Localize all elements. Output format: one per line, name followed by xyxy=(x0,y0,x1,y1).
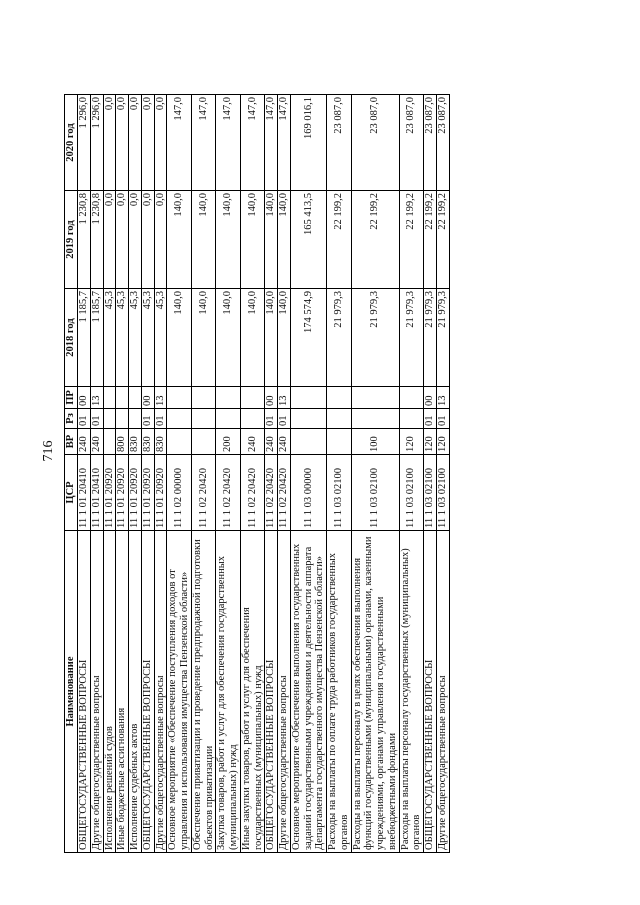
table-row xyxy=(141,95,154,853)
cell-2018: 45,3 xyxy=(129,289,142,387)
cell-2020: 0,0 xyxy=(116,95,129,191)
table-row xyxy=(290,95,326,853)
header-vr: ВР xyxy=(65,429,78,455)
cell-name: Иные закупки товаров, работ и услуг для обеспечения государственных (муниципальных) нужд xyxy=(240,531,265,853)
cell-pr xyxy=(103,387,116,409)
cell-pr xyxy=(216,387,241,409)
cell-pr xyxy=(167,387,192,409)
cell-pr: 13 xyxy=(278,387,291,409)
cell-name: Обеспечение приватизации и проведение предпродажной подготовки объектов приватизации xyxy=(191,531,216,853)
table-row xyxy=(399,95,424,853)
cell-vr xyxy=(167,429,192,455)
table-row xyxy=(167,95,192,853)
header-row xyxy=(65,95,78,853)
cell-2018: 174 574,9 xyxy=(290,289,326,387)
cell-2020: 147,0 xyxy=(167,95,192,191)
cell-2019: 1 230,8 xyxy=(90,191,103,289)
table-row xyxy=(436,95,449,853)
cell-2019: 22 199,2 xyxy=(327,191,352,289)
cell-rz: 01 xyxy=(424,409,437,429)
page-number: 716 xyxy=(41,440,56,462)
cell-name: Исполнение судебных актов xyxy=(129,531,142,853)
cell-csr: 11 1 01 20920 xyxy=(116,455,129,531)
table-row xyxy=(78,95,91,853)
cell-rz xyxy=(191,409,216,429)
cell-name: Исполнение решений судов xyxy=(103,531,116,853)
cell-2019: 140,0 xyxy=(240,191,265,289)
cell-vr xyxy=(290,429,326,455)
cell-2019: 140,0 xyxy=(278,191,291,289)
cell-csr: 11 1 03 02100 xyxy=(327,455,352,531)
table-row xyxy=(90,95,103,853)
cell-csr: 11 1 02 20420 xyxy=(240,455,265,531)
cell-vr: 200 xyxy=(216,429,241,455)
cell-rz xyxy=(240,409,265,429)
cell-2019: 22 199,2 xyxy=(424,191,437,289)
header-name: Наименование xyxy=(65,531,78,853)
cell-csr: 11 1 02 20420 xyxy=(216,455,241,531)
cell-rz: 01 xyxy=(265,409,278,429)
cell-rz: 01 xyxy=(278,409,291,429)
cell-name: Другие общегосударственные вопросы xyxy=(436,531,449,853)
cell-2020: 23 087,0 xyxy=(436,95,449,191)
cell-name: Расходы на выплаты по оплате труда работников государственных органов xyxy=(327,531,352,853)
table-row xyxy=(216,95,241,853)
table-rotation-frame xyxy=(64,95,584,853)
cell-2018: 45,3 xyxy=(116,289,129,387)
cell-csr: 11 1 03 00000 xyxy=(290,455,326,531)
cell-pr xyxy=(327,387,352,409)
cell-2018: 21 979,3 xyxy=(436,289,449,387)
header-pr: ПР xyxy=(65,387,78,409)
cell-2020: 169 016,1 xyxy=(290,95,326,191)
cell-2019: 22 199,2 xyxy=(436,191,449,289)
cell-rz xyxy=(399,409,424,429)
cell-csr: 11 1 01 20410 xyxy=(78,455,91,531)
cell-pr: 13 xyxy=(154,387,167,409)
cell-pr: 13 xyxy=(436,387,449,409)
cell-2019: 140,0 xyxy=(216,191,241,289)
cell-2020: 147,0 xyxy=(278,95,291,191)
cell-2018: 1 185,7 xyxy=(90,289,103,387)
cell-vr: 240 xyxy=(90,429,103,455)
cell-name: Расходы на выплаты персоналу государственных (муниципальных) органов xyxy=(399,531,424,853)
cell-rz xyxy=(351,409,399,429)
cell-csr: 11 1 01 20920 xyxy=(141,455,154,531)
cell-name: ОБЩЕГОСУДАРСТВЕННЫЕ ВОПРОСЫ xyxy=(141,531,154,853)
cell-2020: 0,0 xyxy=(129,95,142,191)
cell-csr: 11 1 02 20420 xyxy=(278,455,291,531)
cell-name: ОБЩЕГОСУДАРСТВЕННЫЕ ВОПРОСЫ xyxy=(265,531,278,853)
cell-rz: 01 xyxy=(90,409,103,429)
cell-rz xyxy=(327,409,352,429)
cell-2020: 147,0 xyxy=(191,95,216,191)
cell-2018: 140,0 xyxy=(278,289,291,387)
cell-2019: 165 413,5 xyxy=(290,191,326,289)
cell-2020: 23 087,0 xyxy=(327,95,352,191)
cell-rz: 01 xyxy=(436,409,449,429)
cell-vr xyxy=(103,429,116,455)
table-row xyxy=(129,95,142,853)
cell-name: Расходы на выплаты персоналу в целях обеспечения выполнения функций государственными (муниципальными) органами, казенными учреждениями, органами управления государственными внебюджетными фондами xyxy=(351,531,399,853)
table-row xyxy=(265,95,278,853)
cell-2019: 22 199,2 xyxy=(351,191,399,289)
budget-table xyxy=(64,94,450,853)
cell-csr: 11 1 01 20410 xyxy=(90,455,103,531)
cell-name: ОБЩЕГОСУДАРСТВЕННЫЕ ВОПРОСЫ xyxy=(78,531,91,853)
cell-vr: 240 xyxy=(78,429,91,455)
cell-csr: 11 1 03 02100 xyxy=(436,455,449,531)
cell-csr: 11 1 03 02100 xyxy=(424,455,437,531)
cell-name: Основное мероприятие «Обеспечение поступления доходов от управления и использования имущества Пензенской области» xyxy=(167,531,192,853)
cell-2019: 0,0 xyxy=(141,191,154,289)
cell-2018: 21 979,3 xyxy=(424,289,437,387)
cell-rz xyxy=(290,409,326,429)
header-2019: 2019 год xyxy=(65,191,78,289)
table-row xyxy=(327,95,352,853)
cell-csr: 11 1 01 20920 xyxy=(154,455,167,531)
cell-vr: 120 xyxy=(399,429,424,455)
cell-pr xyxy=(191,387,216,409)
cell-pr: 00 xyxy=(141,387,154,409)
cell-2019: 140,0 xyxy=(265,191,278,289)
cell-2018: 140,0 xyxy=(191,289,216,387)
cell-2018: 45,3 xyxy=(103,289,116,387)
cell-2020: 23 087,0 xyxy=(399,95,424,191)
table-row xyxy=(116,95,129,853)
cell-csr: 11 1 03 02100 xyxy=(399,455,424,531)
cell-2019: 0,0 xyxy=(129,191,142,289)
cell-rz: 01 xyxy=(154,409,167,429)
cell-vr: 100 xyxy=(351,429,399,455)
cell-2020: 147,0 xyxy=(216,95,241,191)
cell-csr: 11 1 02 20420 xyxy=(265,455,278,531)
header-2020: 2020 год xyxy=(65,95,78,191)
cell-2018: 21 979,3 xyxy=(351,289,399,387)
table-row xyxy=(351,95,399,853)
cell-rz xyxy=(167,409,192,429)
cell-name: Иные бюджетные ассигнования xyxy=(116,531,129,853)
cell-pr: 00 xyxy=(265,387,278,409)
cell-2020: 0,0 xyxy=(103,95,116,191)
cell-pr xyxy=(399,387,424,409)
cell-pr: 00 xyxy=(424,387,437,409)
cell-rz xyxy=(116,409,129,429)
table-row xyxy=(240,95,265,853)
cell-2020: 23 087,0 xyxy=(351,95,399,191)
cell-pr xyxy=(129,387,142,409)
cell-2018: 140,0 xyxy=(240,289,265,387)
cell-2020: 1 296,0 xyxy=(90,95,103,191)
cell-name: Другие общегосударственные вопросы xyxy=(154,531,167,853)
cell-rz xyxy=(216,409,241,429)
cell-csr: 11 1 01 20920 xyxy=(103,455,116,531)
cell-pr xyxy=(351,387,399,409)
cell-vr: 800 xyxy=(116,429,129,455)
cell-2019: 0,0 xyxy=(103,191,116,289)
cell-2019: 1 230,8 xyxy=(78,191,91,289)
cell-vr: 240 xyxy=(240,429,265,455)
table-body xyxy=(78,95,450,853)
cell-csr: 11 1 03 02100 xyxy=(351,455,399,531)
cell-vr: 120 xyxy=(436,429,449,455)
cell-vr: 830 xyxy=(141,429,154,455)
cell-vr xyxy=(191,429,216,455)
cell-csr: 11 1 01 20920 xyxy=(129,455,142,531)
cell-2020: 147,0 xyxy=(265,95,278,191)
cell-2018: 45,3 xyxy=(141,289,154,387)
cell-2019: 0,0 xyxy=(154,191,167,289)
cell-pr: 00 xyxy=(78,387,91,409)
cell-2020: 0,0 xyxy=(154,95,167,191)
cell-vr: 120 xyxy=(424,429,437,455)
cell-pr: 13 xyxy=(90,387,103,409)
table-row xyxy=(103,95,116,853)
cell-2020: 1 296,0 xyxy=(78,95,91,191)
cell-pr xyxy=(240,387,265,409)
cell-2018: 140,0 xyxy=(216,289,241,387)
table-row xyxy=(278,95,291,853)
cell-2019: 0,0 xyxy=(116,191,129,289)
table-row xyxy=(424,95,437,853)
cell-name: Основное мероприятие «Обеспечение выполнения государственных заданий государственными учреждениями и деятельности аппарата Департамента государственного имущества Пензенской области» xyxy=(290,531,326,853)
cell-2018: 21 979,3 xyxy=(399,289,424,387)
cell-2019: 22 199,2 xyxy=(399,191,424,289)
table-row xyxy=(154,95,167,853)
cell-vr xyxy=(327,429,352,455)
table-row xyxy=(191,95,216,853)
cell-2018: 140,0 xyxy=(167,289,192,387)
header-rz: Рз xyxy=(65,409,78,429)
header-csr: ЦСР xyxy=(65,455,78,531)
cell-2019: 140,0 xyxy=(167,191,192,289)
cell-vr: 240 xyxy=(278,429,291,455)
cell-csr: 11 1 02 20420 xyxy=(191,455,216,531)
cell-2020: 0,0 xyxy=(141,95,154,191)
cell-2018: 45,3 xyxy=(154,289,167,387)
cell-rz xyxy=(103,409,116,429)
cell-name: Другие общегосударственные вопросы xyxy=(90,531,103,853)
cell-2020: 23 087,0 xyxy=(424,95,437,191)
cell-2018: 1 185,7 xyxy=(78,289,91,387)
cell-vr: 240 xyxy=(265,429,278,455)
cell-2020: 147,0 xyxy=(240,95,265,191)
cell-name: ОБЩЕГОСУДАРСТВЕННЫЕ ВОПРОСЫ xyxy=(424,531,437,853)
cell-2018: 21 979,3 xyxy=(327,289,352,387)
cell-pr xyxy=(290,387,326,409)
cell-name: Закупка товаров, работ и услуг для обеспечения государственных (муниципальных) нужд xyxy=(216,531,241,853)
header-2018: 2018 год xyxy=(65,289,78,387)
cell-rz xyxy=(129,409,142,429)
cell-rz: 01 xyxy=(78,409,91,429)
cell-2018: 140,0 xyxy=(265,289,278,387)
cell-name: Другие общегосударственные вопросы xyxy=(278,531,291,853)
cell-vr: 830 xyxy=(129,429,142,455)
cell-2019: 140,0 xyxy=(191,191,216,289)
cell-rz: 01 xyxy=(141,409,154,429)
cell-vr: 830 xyxy=(154,429,167,455)
cell-pr xyxy=(116,387,129,409)
cell-csr: 11 1 02 00000 xyxy=(167,455,192,531)
rotated-table-container xyxy=(64,95,584,853)
